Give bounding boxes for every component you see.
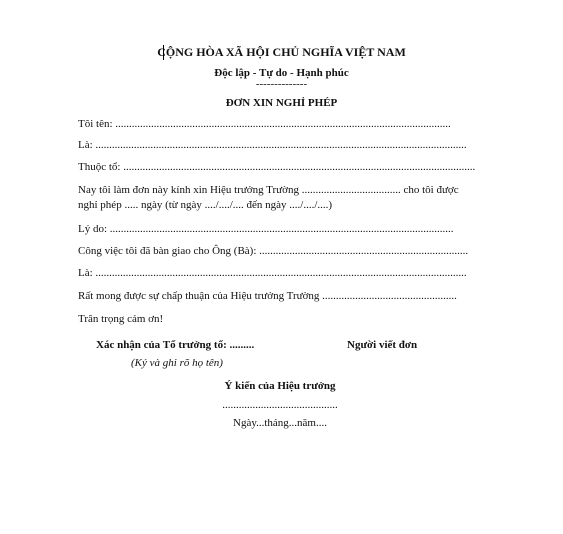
- request-line-2: nghỉ phép ..... ngày (từ ngày ..../..../.... đến ngày ..../..../....): [78, 199, 333, 211]
- confirm-note: (Ký và ghi rõ họ tên): [131, 357, 223, 369]
- field-team-label: Thuộc tổ:: [78, 161, 121, 173]
- field-position-dots: .......................................................................................................................................: [95, 267, 467, 279]
- principal-label: Ý kiến của Hiệu trưởng: [224, 380, 336, 392]
- field-team: [78, 160, 475, 174]
- request-line-1: Nay tôi làm đơn này kính xin Hiệu trưởng Trường .................................... cho tôi được: [78, 184, 459, 196]
- field-reason-label: Lý do:: [78, 223, 108, 235]
- date-line: Ngày...tháng...năm....: [233, 417, 327, 429]
- field-name: [78, 117, 451, 131]
- field-role-dots: .......................................................................................................................................: [95, 139, 467, 151]
- field-name-dots: ..........................................................................................................................: [115, 118, 451, 130]
- field-role-label: Là:: [78, 139, 93, 151]
- closing-line: Trân trọng cảm ơn!: [78, 313, 164, 325]
- motto: Độc lập - Tự do - Hạnh phúc: [214, 67, 349, 79]
- hope-line: Rất mong được sự chấp thuận của Hiệu trưởng Trường .................................................: [78, 290, 457, 302]
- field-reason: [78, 222, 454, 236]
- field-position: [78, 266, 467, 280]
- confirm-label: Xác nhận của Tổ trưởng tổ: .........: [96, 339, 255, 351]
- field-team-dots: ................................................................................................................................: [123, 161, 476, 173]
- field-handover-label: Công việc tôi đã bàn giao cho Ông (Bà):: [78, 245, 257, 257]
- field-role: [78, 138, 467, 152]
- field-position-label: Là:: [78, 267, 93, 279]
- principal-dots: ..........................................: [222, 399, 338, 411]
- field-name-label: Tôi tên:: [78, 118, 113, 130]
- field-handover-dots: ............................................................................: [259, 245, 469, 257]
- writer-label: Người viết đơn: [347, 339, 418, 351]
- field-handover: [78, 244, 468, 258]
- form-title: ĐƠN XIN NGHỈ PHÉP: [225, 97, 338, 109]
- field-reason-dots: .............................................................................................................................: [109, 223, 454, 235]
- national-title: CỘNG HÒA XÃ HỘI CHỦ NGHĨA VIỆT NAM: [157, 45, 406, 59]
- divider: --------------: [255, 78, 308, 90]
